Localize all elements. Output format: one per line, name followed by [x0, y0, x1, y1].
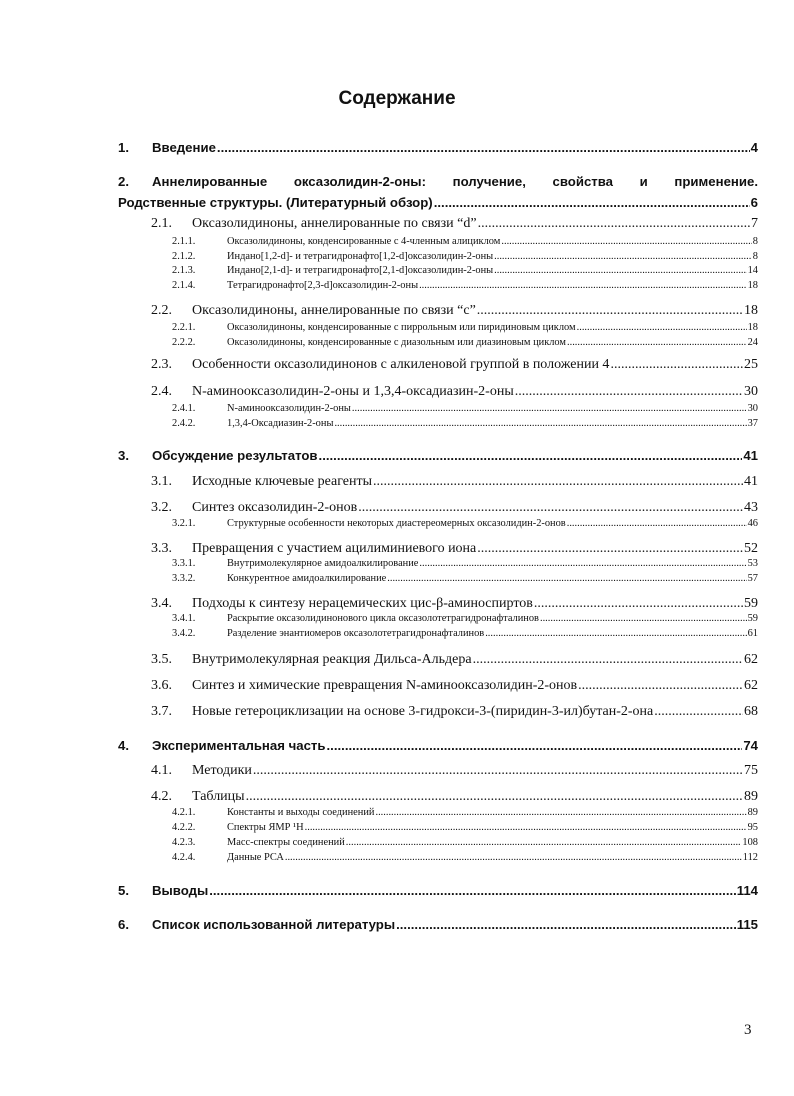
toc-page: 89: [747, 807, 758, 818]
toc-entry-2-3[interactable]: [151, 357, 758, 373]
toc-page: 75: [744, 763, 758, 778]
toc-page: 74: [743, 738, 758, 753]
page-number: 3: [744, 1022, 752, 1038]
toc-number: 2.4.: [151, 384, 172, 399]
toc-number: 5.: [118, 883, 129, 898]
toc-number: 6.: [118, 917, 129, 932]
toc-entry-3-4-2[interactable]: [172, 628, 758, 639]
dot-leader: [567, 518, 747, 529]
toc-title: Тетрагидронафто[2,3-d]оксазолидин-2-оны: [227, 280, 419, 291]
toc-title: Список использованной литературы: [152, 917, 396, 932]
toc-title: Оксазолидиноны, аннелированные по связи “c”: [192, 303, 476, 318]
toc-page: 41: [744, 474, 758, 489]
toc-title: Выводы: [152, 883, 209, 898]
toc-entry-2-2-2[interactable]: [172, 337, 758, 348]
toc-number: 3.: [118, 448, 129, 463]
toc-entry-3-3-2[interactable]: [172, 573, 758, 584]
dot-leader: [334, 418, 746, 429]
toc-entry-1[interactable]: [118, 140, 758, 155]
toc-page: 25: [744, 357, 758, 372]
toc-number: 2.1.4.: [172, 280, 196, 291]
toc-entry-4[interactable]: [118, 738, 758, 753]
toc-page: 18: [747, 322, 758, 333]
toc-title: Подходы к синтезу нерацемических цис-β-аминоспиртов: [192, 596, 533, 611]
dot-leader: [494, 251, 752, 262]
toc-title-line1: Аннелированные оксазолидин-2-оны: получение, свойства и применение.: [152, 174, 758, 189]
toc-entry-2-4-2[interactable]: [172, 418, 758, 429]
toc-number: 2.1.3.: [172, 265, 196, 276]
toc-title: Масс-спектры соединений: [227, 837, 345, 848]
toc-entry-3-1[interactable]: [151, 474, 758, 490]
toc-title: N-аминооксазолидин-2-оны и 1,3,4-оксадиазин-2-оны: [192, 384, 514, 399]
dot-leader: [419, 280, 747, 291]
toc-entry-2-1[interactable]: [151, 216, 758, 232]
toc-page: 62: [744, 678, 758, 693]
toc-number: 2.: [118, 174, 129, 189]
toc-entry-4-2-2[interactable]: [172, 822, 758, 833]
toc-title: Спектры ЯМР ¹Н: [227, 822, 304, 833]
toc-entry-2-2[interactable]: [151, 303, 758, 319]
toc-title: Оксазолидиноны, конденсированные с диазольным или диазиновым циклом: [227, 337, 567, 348]
toc-page: 7: [751, 216, 758, 231]
toc-entry-3-3[interactable]: [151, 541, 758, 557]
toc-number: 4.2.4.: [172, 852, 196, 863]
toc-entry-2-1-3[interactable]: [172, 265, 758, 276]
dot-leader: [578, 678, 743, 694]
dot-leader: [387, 573, 746, 584]
dot-leader: [253, 763, 743, 779]
toc-number: 3.3.1.: [172, 558, 196, 569]
dot-leader: [501, 236, 751, 247]
toc-page: 61: [747, 628, 758, 639]
toc-number: 2.4.2.: [172, 418, 196, 429]
dot-leader: [346, 837, 742, 848]
toc-page: 18: [747, 280, 758, 291]
toc-title: Методики: [192, 763, 252, 778]
toc-number: 3.4.2.: [172, 628, 196, 639]
dot-leader: [285, 852, 742, 863]
dot-leader: [610, 357, 743, 373]
dot-leader: [654, 704, 743, 720]
toc-entry-3-4[interactable]: [151, 596, 758, 612]
toc-number: 1.: [118, 140, 129, 155]
toc-title: Оксазолидиноны, аннелированные по связи “d”: [192, 216, 477, 231]
dot-leader: [419, 558, 746, 569]
dot-leader: [319, 448, 743, 463]
dot-leader: [434, 195, 750, 210]
toc-number: 3.3.2.: [172, 573, 196, 584]
toc-page: 114: [736, 883, 758, 898]
dot-leader: [327, 738, 743, 753]
toc-number: 2.2.1.: [172, 322, 196, 333]
toc-title-line2: Родственные структуры. (Литературный обзор): [118, 195, 433, 210]
toc-page: 18: [744, 303, 758, 318]
dot-leader: [494, 265, 746, 276]
toc-page: 24: [747, 337, 758, 348]
page-title: Содержание: [338, 88, 456, 109]
toc-title: 1,3,4-Оксадиазин-2-оны: [227, 418, 334, 429]
toc-entry-3-5[interactable]: [151, 652, 758, 668]
toc-title: N-аминооксазолидин-2-оны: [227, 403, 351, 414]
toc-title: Структурные особенности некоторых диастереомерных оксазолидин-2-онов: [227, 518, 566, 529]
toc-entry-3-7[interactable]: [151, 704, 758, 720]
toc-entry-2[interactable]: [118, 174, 758, 210]
toc-page: 41: [743, 448, 758, 463]
toc-entry-2-4[interactable]: [151, 384, 758, 400]
toc-title: Оксазолидиноны, конденсированные с пиррольным или пиридиновым циклом: [227, 322, 576, 333]
toc-title: Внутримолекулярное амидоалкилирование: [227, 558, 419, 569]
toc-entry-2-2-1[interactable]: [172, 322, 758, 333]
toc-entry-3-2-1[interactable]: [172, 518, 758, 529]
toc-page: 46: [747, 518, 758, 529]
toc-entry-3-2[interactable]: [151, 500, 758, 516]
toc-page: 95: [747, 822, 758, 833]
dot-leader: [375, 807, 746, 818]
toc-page: 8: [752, 251, 758, 262]
toc-page: 8: [752, 236, 758, 247]
toc-entry-3-6[interactable]: [151, 678, 758, 694]
dot-leader: [305, 822, 747, 833]
toc-page: 37: [747, 418, 758, 429]
dot-leader: [477, 541, 743, 557]
toc-entry-2-1-1[interactable]: [172, 236, 758, 247]
toc-title: Синтез и химические превращения N-аминооксазолидин-2-онов: [192, 678, 578, 693]
toc-title: Разделение энантиомеров оксазолотетрагидронафталинов: [227, 628, 485, 639]
toc-title: Оксазолидиноны, конденсированные с 4-членным алициклом: [227, 236, 501, 247]
toc-entry-4-2-3[interactable]: [172, 837, 758, 848]
toc-page: 89: [744, 789, 758, 804]
dot-leader: [246, 789, 743, 805]
toc-number: 3.7.: [151, 704, 172, 719]
dot-leader: [373, 474, 743, 490]
toc-title: Синтез оксазолидин-2-онов: [192, 500, 358, 515]
toc-number: 2.1.2.: [172, 251, 196, 262]
toc-page: 68: [744, 704, 758, 719]
toc-entry-4-2-4[interactable]: [172, 852, 758, 863]
toc-number: 3.5.: [151, 652, 172, 667]
dot-leader: [515, 384, 743, 400]
toc-title: Константы и выходы соединений: [227, 807, 375, 818]
toc-number: 3.4.1.: [172, 613, 196, 624]
toc-entry-3[interactable]: [118, 448, 758, 463]
toc-title: Исходные ключевые реагенты: [192, 474, 373, 489]
toc-page: 6: [750, 195, 758, 210]
toc-title: Таблицы: [192, 789, 245, 804]
toc-title: Особенности оксазолидинонов с алкиленовой группой в положении 4: [192, 357, 610, 372]
toc-title: Превращения с участием ацилиминиевого иона: [192, 541, 477, 556]
toc-number: 4.: [118, 738, 129, 753]
dot-leader: [209, 883, 735, 898]
toc-entry-6[interactable]: [118, 917, 758, 932]
dot-leader: [352, 403, 747, 414]
toc-page: 52: [744, 541, 758, 556]
toc-number: 4.2.2.: [172, 822, 196, 833]
toc-entry-3-4-1[interactable]: [172, 613, 758, 624]
dot-leader: [577, 322, 747, 333]
toc-number: 2.3.: [151, 357, 172, 372]
toc-title: Экспериментальная часть: [152, 738, 326, 753]
toc-page: 59: [744, 596, 758, 611]
toc-number: 2.1.: [151, 216, 172, 231]
dot-leader: [540, 613, 747, 624]
toc-page: 115: [736, 917, 758, 932]
toc-page: 108: [742, 837, 758, 848]
toc-title: Введение: [152, 140, 216, 155]
toc-number: 3.3.: [151, 541, 172, 556]
toc-page: 112: [742, 852, 758, 863]
toc-page: 62: [744, 652, 758, 667]
toc-entry-5[interactable]: [118, 883, 758, 898]
toc-entry-2-1-4[interactable]: [172, 280, 758, 291]
toc-number: 3.4.: [151, 596, 172, 611]
toc-number: 3.2.: [151, 500, 172, 515]
toc-page: 57: [747, 573, 758, 584]
dot-leader: [358, 500, 743, 516]
toc-title: Данные РСА: [227, 852, 284, 863]
toc-entry-4-2[interactable]: [151, 789, 758, 805]
dot-leader: [396, 917, 736, 932]
toc-entry-2-1-2[interactable]: [172, 251, 758, 262]
toc-title: Внутримолекулярная реакция Дильса-Альдера: [192, 652, 472, 667]
toc-page: 30: [744, 384, 758, 399]
toc-page: 4: [750, 140, 758, 155]
toc-number: 2.2.2.: [172, 337, 196, 348]
toc-page: 43: [744, 500, 758, 515]
toc-entry-4-1[interactable]: [151, 763, 758, 779]
dot-leader: [217, 140, 750, 155]
toc-entry-4-2-1[interactable]: [172, 807, 758, 818]
toc-number: 4.2.: [151, 789, 172, 804]
toc-number: 2.1.1.: [172, 236, 196, 247]
toc-number: 4.1.: [151, 763, 172, 778]
toc-title: Индано[2,1-d]- и тетрагидронафто[2,1-d]оксазолидин-2-оны: [227, 265, 494, 276]
toc-page: 53: [747, 558, 758, 569]
dot-leader: [478, 216, 750, 232]
toc-entry-3-3-1[interactable]: [172, 558, 758, 569]
toc-page: 14: [747, 265, 758, 276]
toc-page: 59: [747, 613, 758, 624]
toc-number: 2.2.: [151, 303, 172, 318]
toc-title: Обсуждение результатов: [152, 448, 318, 463]
toc-title: Индано[1,2-d]- и тетрагидронафто[1,2-d]оксазолидин-2-оны: [227, 251, 494, 262]
dot-leader: [473, 652, 743, 668]
toc-number: 3.1.: [151, 474, 172, 489]
dot-leader: [477, 303, 743, 319]
toc-number: 4.2.3.: [172, 837, 196, 848]
toc-title: Раскрытие оксазолидинонового цикла оксазолотетрагидронафталинов: [227, 613, 539, 624]
toc-page: 30: [747, 403, 758, 414]
toc-entry-2-4-1[interactable]: [172, 403, 758, 414]
toc-title: Новые гетероциклизации на основе 3-гидрокси-3-(пиридин-3-ил)бутан-2-она: [192, 704, 654, 719]
toc-number: 2.4.1.: [172, 403, 196, 414]
toc-number: 3.6.: [151, 678, 172, 693]
toc-number: 3.2.1.: [172, 518, 196, 529]
dot-leader: [534, 596, 743, 612]
toc-number: 4.2.1.: [172, 807, 196, 818]
toc-title: Конкурентное амидоалкилирование: [227, 573, 387, 584]
dot-leader: [567, 337, 747, 348]
dot-leader: [485, 628, 746, 639]
